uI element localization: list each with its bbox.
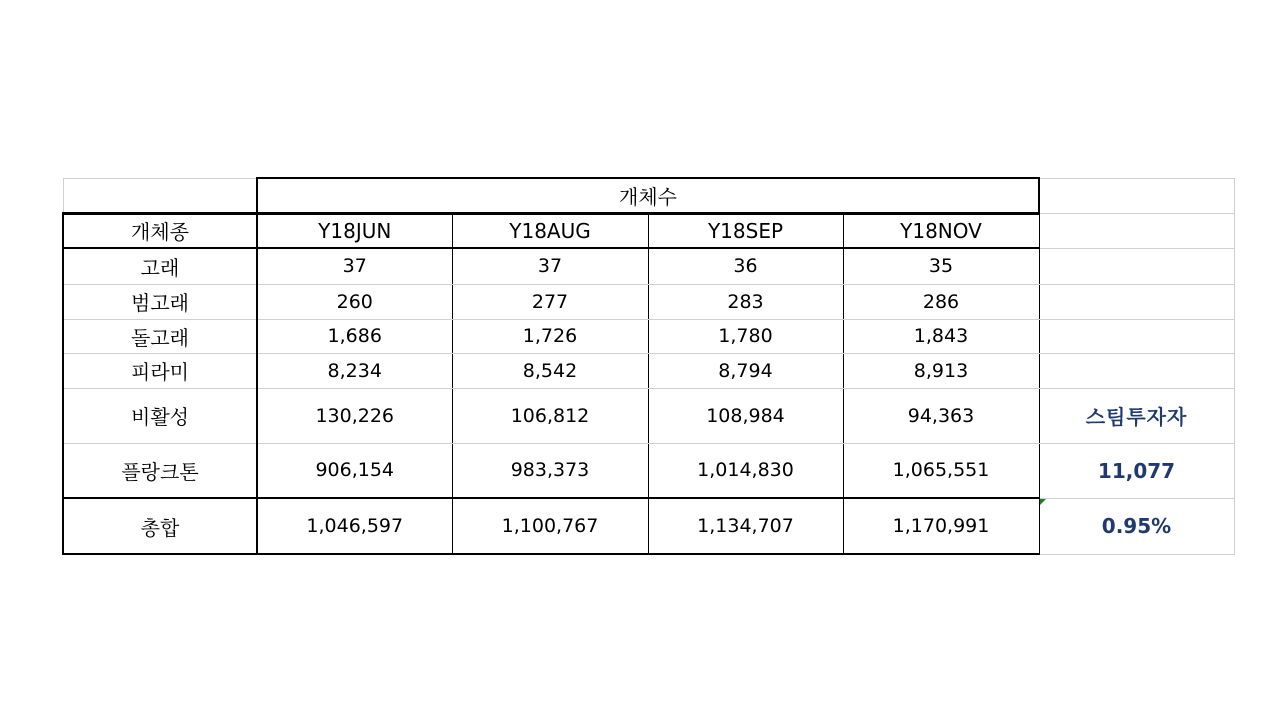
value-cell[interactable]: 37 (257, 248, 452, 284)
column-header-period[interactable]: Y18NOV (843, 213, 1039, 248)
species-cell[interactable]: 범고래 (63, 284, 257, 319)
empty-cell[interactable] (1039, 213, 1234, 248)
investor-ratio[interactable]: 0.95% (1039, 498, 1234, 554)
table-row (63, 388, 1234, 443)
value-cell[interactable]: 906,154 (257, 443, 452, 498)
value-cell[interactable]: 35 (843, 248, 1039, 284)
species-cell[interactable]: 고래 (63, 248, 257, 284)
empty-cell[interactable] (1039, 284, 1234, 319)
species-cell[interactable]: 플랑크톤 (63, 443, 257, 498)
empty-cell[interactable] (1039, 178, 1234, 213)
table-row (63, 248, 1234, 284)
empty-cell[interactable] (1039, 248, 1234, 284)
group-header-row (63, 178, 1234, 213)
table-row (63, 353, 1234, 388)
value-cell[interactable]: 94,363 (843, 388, 1039, 443)
value-cell[interactable]: 8,542 (452, 353, 648, 388)
spreadsheet-region (62, 177, 1235, 555)
comment-indicator-icon (1040, 499, 1046, 505)
column-header-species[interactable]: 개체종 (63, 213, 257, 248)
species-cell[interactable]: 피라미 (63, 353, 257, 388)
value-cell[interactable]: 983,373 (452, 443, 648, 498)
value-cell[interactable]: 1,014,830 (648, 443, 843, 498)
value-cell[interactable]: 1,843 (843, 319, 1039, 353)
species-cell[interactable]: 비활성 (63, 388, 257, 443)
group-header-cell[interactable]: 개체수 (257, 178, 1039, 213)
value-cell[interactable]: 8,794 (648, 353, 843, 388)
value-cell[interactable]: 8,234 (257, 353, 452, 388)
species-cell[interactable]: 돌고래 (63, 319, 257, 353)
value-cell[interactable]: 260 (257, 284, 452, 319)
value-cell[interactable]: 1,065,551 (843, 443, 1039, 498)
table-row (63, 319, 1234, 353)
value-cell[interactable]: 286 (843, 284, 1039, 319)
value-cell[interactable]: 8,913 (843, 353, 1039, 388)
value-cell[interactable]: 1,780 (648, 319, 843, 353)
total-row (63, 498, 1234, 554)
value-cell[interactable]: 283 (648, 284, 843, 319)
value-cell[interactable]: 1,686 (257, 319, 452, 353)
investor-count[interactable]: 11,077 (1039, 443, 1234, 498)
column-header-period[interactable]: Y18AUG (452, 213, 648, 248)
population-table (62, 177, 1235, 555)
table-row (63, 443, 1234, 498)
column-header-row (63, 213, 1234, 248)
empty-cell[interactable] (1039, 319, 1234, 353)
total-value-cell[interactable]: 1,046,597 (257, 498, 452, 554)
total-value-cell[interactable]: 1,100,767 (452, 498, 648, 554)
value-cell[interactable]: 37 (452, 248, 648, 284)
total-value-cell[interactable]: 1,170,991 (843, 498, 1039, 554)
column-header-period[interactable]: Y18JUN (257, 213, 452, 248)
value-cell[interactable]: 130,226 (257, 388, 452, 443)
value-cell[interactable]: 277 (452, 284, 648, 319)
value-cell[interactable]: 36 (648, 248, 843, 284)
value-cell[interactable]: 1,726 (452, 319, 648, 353)
total-value-cell[interactable]: 1,134,707 (648, 498, 843, 554)
total-label-cell[interactable]: 총합 (63, 498, 257, 554)
table-row (63, 284, 1234, 319)
value-cell[interactable]: 108,984 (648, 388, 843, 443)
empty-cell[interactable] (63, 178, 257, 213)
investor-label[interactable]: 스팀투자자 (1039, 388, 1234, 443)
column-header-period[interactable]: Y18SEP (648, 213, 843, 248)
empty-cell[interactable] (1039, 353, 1234, 388)
value-cell[interactable]: 106,812 (452, 388, 648, 443)
